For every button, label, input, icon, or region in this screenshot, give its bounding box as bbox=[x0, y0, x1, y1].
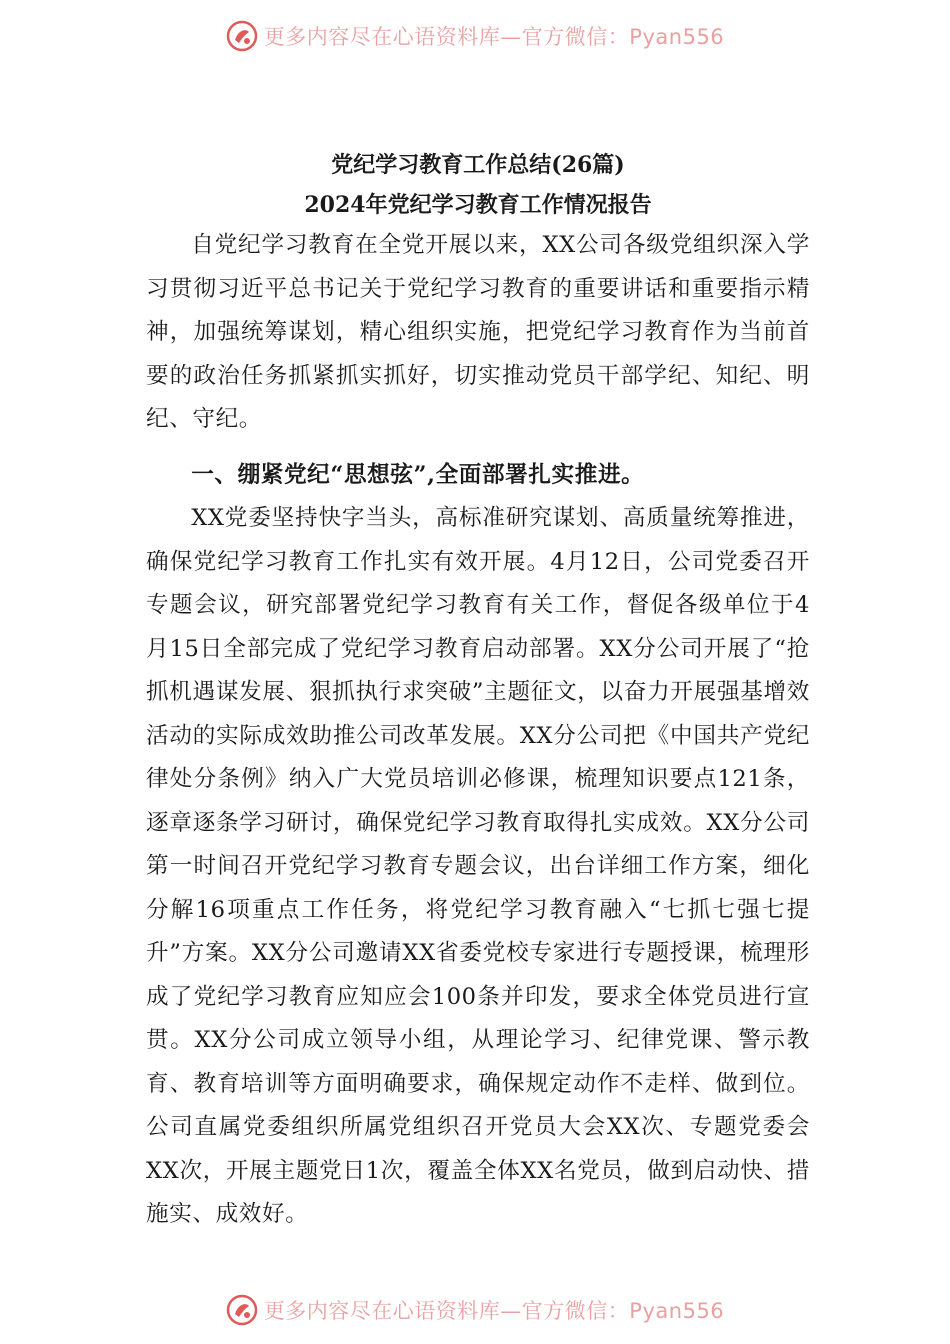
document-body bbox=[146, 146, 810, 1237]
footer-watermark-banner bbox=[0, 1290, 950, 1330]
header-watermark-banner bbox=[0, 16, 950, 56]
red-seal-logo-icon bbox=[226, 20, 258, 52]
watermark-text: 更多内容尽在心语资料库—官方微信：Pyan556 bbox=[263, 25, 725, 49]
section-body-paragraph: XX党委坚持快字当头，高标准研究谋划、高质量统筹推进，确保党纪学习教育工作扎实有效开展。4月12日，公司党委召开专题会议，研究部署党纪学习教育有关工作，督促各级单位于4月15日全部完成了党纪学习教育启动部署。XX分公司开展了“抢抓机遇谋发展、狠抓执行求突破”主题征文，以奋力开展强基增效活动的实际成效助推公司改革发展。XX分公司把《中国共产党纪律处分条例》纳入广大党员培训必修课，梳理知识要点121条，逐章逐条学习研讨，确保党纪学习教育取得扎实成效。XX分公司第一时间召开党纪学习教育专题会议，出台详细工作方案，细化分解16项重点工作任务，将党纪学习教育融入“七抓七强七提升”方案。XX分公司邀请XX省委党校专家进行专题授课，梳理形成了党纪学习教育应知应会100条并印发，要求全体党员进行宣贯。XX分公司成立领导小组，从理论学习、纪律党课、警示教育、教育培训等方面明确要求，确保规定动作不走样、做到位。公司直属党委组织所属党组织召开党员大会XX次、专题党委会XX次，开展主题党日1次，覆盖全体XX名党员，做到启动快、措施实、成效好。 bbox=[146, 505, 810, 1227]
section-heading: 一、绷紧党纪“思想弦”,全面部署扎实推进。 bbox=[191, 461, 645, 488]
watermark-text: 更多内容尽在心语资料库—官方微信：Pyan556 bbox=[263, 1299, 725, 1323]
document-subtitle: 2024年党纪学习教育工作情况报告 bbox=[304, 192, 652, 218]
intro-paragraph: 自党纪学习教育在全党开展以来，XX公司各级党组织深入学习贯彻习近平总书记关于党纪学习教育的重要讲话和重要指示精神，加强统筹谋划，精心组织实施，把党纪学习教育作为当前首要的政治任务抓紧抓实抓好，切实推动党员干部学纪、知纪、明纪、守纪。 bbox=[146, 232, 810, 432]
document-title: 党纪学习教育工作总结(26篇) bbox=[331, 152, 625, 178]
red-seal-logo-icon bbox=[226, 1294, 258, 1326]
